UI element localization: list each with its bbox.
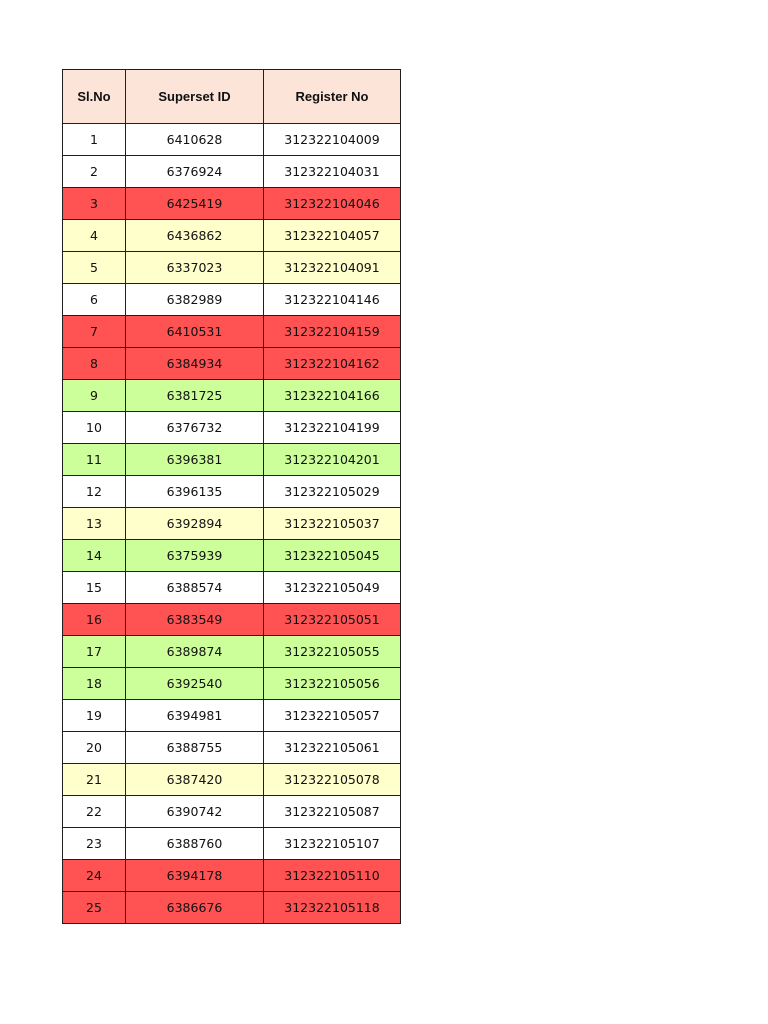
- table-row: [63, 188, 401, 220]
- cell-sl-no: 24: [63, 860, 126, 892]
- cell-superset-id: 6425419: [126, 188, 264, 220]
- table-body: [63, 124, 401, 924]
- cell-superset-id: 6388755: [126, 732, 264, 764]
- cell-sl-no: 18: [63, 668, 126, 700]
- cell-sl-no: 19: [63, 700, 126, 732]
- table-row: [63, 124, 401, 156]
- cell-register-no: 312322104009: [264, 124, 401, 156]
- cell-sl-no: 9: [63, 380, 126, 412]
- cell-register-no: 312322105118: [264, 892, 401, 924]
- cell-sl-no: 2: [63, 156, 126, 188]
- table-row: [63, 156, 401, 188]
- cell-superset-id: 6375939: [126, 540, 264, 572]
- cell-superset-id: 6396381: [126, 444, 264, 476]
- cell-superset-id: 6376732: [126, 412, 264, 444]
- cell-sl-no: 25: [63, 892, 126, 924]
- cell-superset-id: 6394178: [126, 860, 264, 892]
- cell-superset-id: 6388574: [126, 572, 264, 604]
- cell-sl-no: 12: [63, 476, 126, 508]
- cell-superset-id: 6392894: [126, 508, 264, 540]
- header-register-no: Register No: [264, 70, 401, 124]
- cell-register-no: 312322105049: [264, 572, 401, 604]
- cell-superset-id: 6384934: [126, 348, 264, 380]
- table-header: [63, 70, 401, 124]
- cell-register-no: 312322105045: [264, 540, 401, 572]
- cell-sl-no: 22: [63, 796, 126, 828]
- cell-sl-no: 4: [63, 220, 126, 252]
- cell-register-no: 312322105110: [264, 860, 401, 892]
- cell-superset-id: 6383549: [126, 604, 264, 636]
- table-row: [63, 732, 401, 764]
- cell-register-no: 312322105051: [264, 604, 401, 636]
- table-row: [63, 828, 401, 860]
- header-sl-no: Sl.No: [63, 70, 126, 124]
- cell-register-no: 312322104159: [264, 316, 401, 348]
- header-row: [63, 70, 401, 124]
- table-row: [63, 668, 401, 700]
- table-row: [63, 636, 401, 668]
- cell-register-no: 312322105057: [264, 700, 401, 732]
- cell-sl-no: 16: [63, 604, 126, 636]
- cell-register-no: 312322105107: [264, 828, 401, 860]
- cell-superset-id: 6386676: [126, 892, 264, 924]
- cell-superset-id: 6388760: [126, 828, 264, 860]
- cell-superset-id: 6381725: [126, 380, 264, 412]
- cell-register-no: 312322105055: [264, 636, 401, 668]
- cell-sl-no: 8: [63, 348, 126, 380]
- cell-register-no: 312322104166: [264, 380, 401, 412]
- table-row: [63, 476, 401, 508]
- table-row: [63, 412, 401, 444]
- cell-sl-no: 10: [63, 412, 126, 444]
- cell-sl-no: 13: [63, 508, 126, 540]
- cell-register-no: 312322104057: [264, 220, 401, 252]
- cell-sl-no: 6: [63, 284, 126, 316]
- cell-register-no: 312322104199: [264, 412, 401, 444]
- cell-superset-id: 6390742: [126, 796, 264, 828]
- cell-superset-id: 6376924: [126, 156, 264, 188]
- cell-sl-no: 23: [63, 828, 126, 860]
- table-row: [63, 508, 401, 540]
- table-row: [63, 604, 401, 636]
- table-row: [63, 252, 401, 284]
- student-table: [62, 69, 401, 924]
- table-row: [63, 444, 401, 476]
- table-row: [63, 220, 401, 252]
- cell-superset-id: 6392540: [126, 668, 264, 700]
- cell-register-no: 312322105061: [264, 732, 401, 764]
- table-row: [63, 316, 401, 348]
- cell-superset-id: 6382989: [126, 284, 264, 316]
- cell-register-no: 312322105056: [264, 668, 401, 700]
- table-row: [63, 348, 401, 380]
- cell-sl-no: 5: [63, 252, 126, 284]
- table-row: [63, 796, 401, 828]
- cell-sl-no: 11: [63, 444, 126, 476]
- table-row: [63, 860, 401, 892]
- cell-sl-no: 20: [63, 732, 126, 764]
- cell-superset-id: 6389874: [126, 636, 264, 668]
- cell-register-no: 312322105078: [264, 764, 401, 796]
- cell-sl-no: 15: [63, 572, 126, 604]
- cell-register-no: 312322104201: [264, 444, 401, 476]
- cell-sl-no: 7: [63, 316, 126, 348]
- table-row: [63, 700, 401, 732]
- cell-register-no: 312322104031: [264, 156, 401, 188]
- cell-register-no: 312322104046: [264, 188, 401, 220]
- cell-register-no: 312322104162: [264, 348, 401, 380]
- table-row: [63, 540, 401, 572]
- cell-superset-id: 6410531: [126, 316, 264, 348]
- cell-sl-no: 21: [63, 764, 126, 796]
- cell-superset-id: 6394981: [126, 700, 264, 732]
- cell-register-no: 312322104146: [264, 284, 401, 316]
- cell-superset-id: 6337023: [126, 252, 264, 284]
- table-row: [63, 572, 401, 604]
- cell-superset-id: 6396135: [126, 476, 264, 508]
- cell-sl-no: 3: [63, 188, 126, 220]
- header-superset-id: Superset ID: [126, 70, 264, 124]
- cell-sl-no: 14: [63, 540, 126, 572]
- cell-register-no: 312322104091: [264, 252, 401, 284]
- cell-superset-id: 6387420: [126, 764, 264, 796]
- cell-superset-id: 6410628: [126, 124, 264, 156]
- cell-sl-no: 1: [63, 124, 126, 156]
- cell-register-no: 312322105037: [264, 508, 401, 540]
- table-row: [63, 764, 401, 796]
- table-row: [63, 892, 401, 924]
- table-row: [63, 380, 401, 412]
- cell-register-no: 312322105029: [264, 476, 401, 508]
- table-row: [63, 284, 401, 316]
- cell-superset-id: 6436862: [126, 220, 264, 252]
- cell-sl-no: 17: [63, 636, 126, 668]
- cell-register-no: 312322105087: [264, 796, 401, 828]
